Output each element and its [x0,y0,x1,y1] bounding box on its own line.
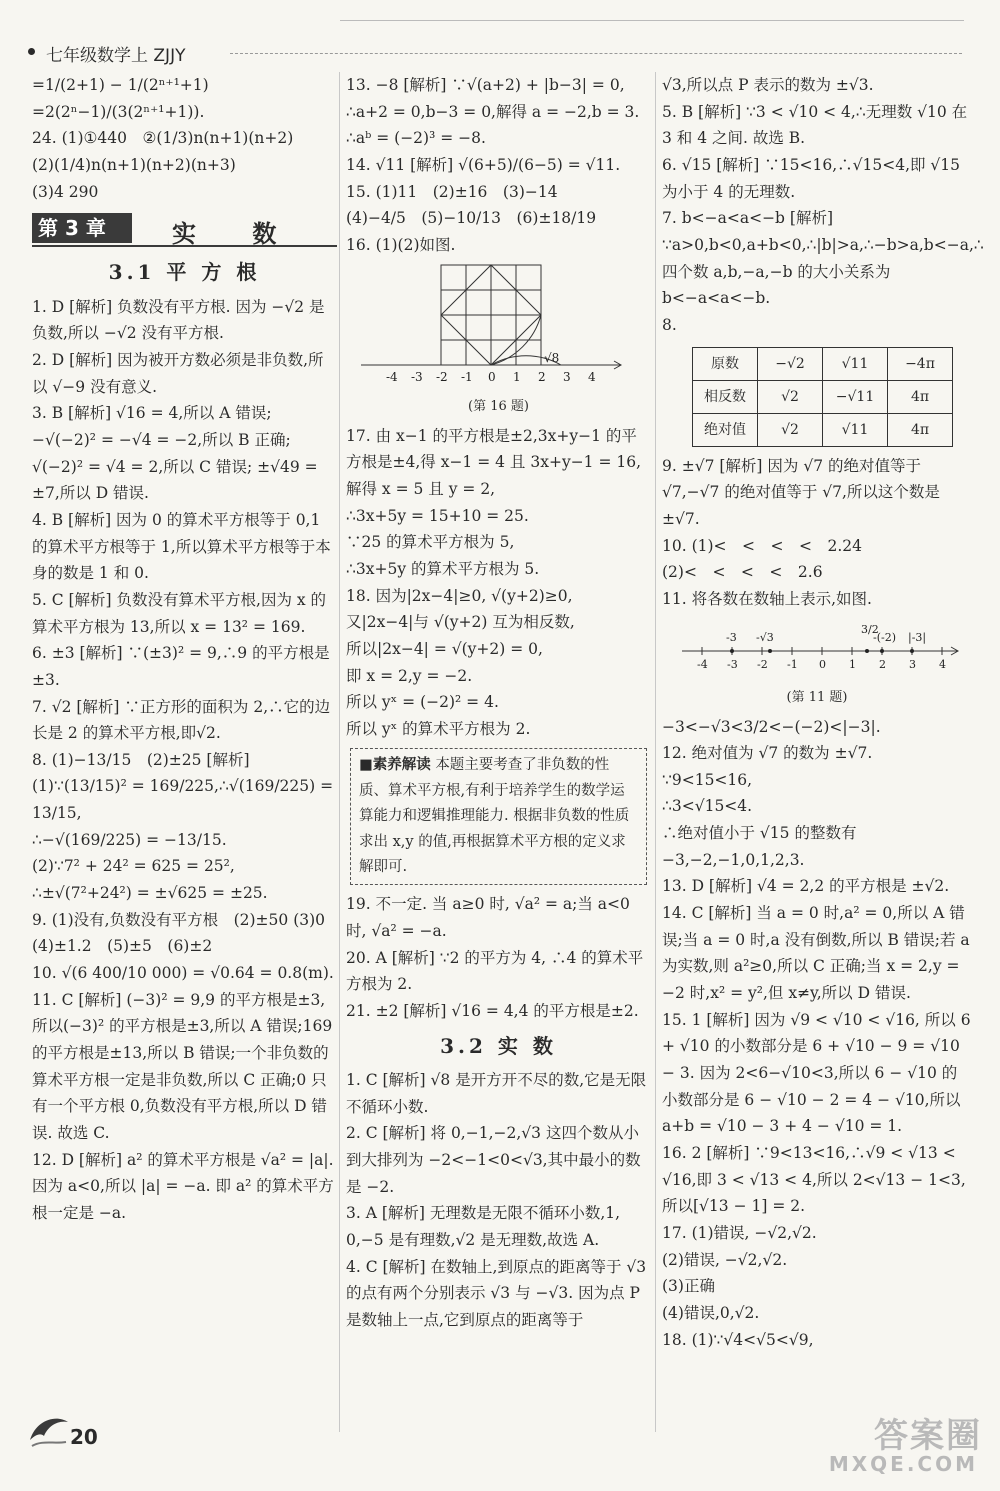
literacy-note-box [350,748,647,885]
svg-text:2: 2 [879,657,886,671]
table-cell: √2 [758,413,823,446]
answer-item: 11. 将各数在数轴上表示,如图. [662,589,872,608]
answer-item: 20. A [解析] ∵2 的平方为 4, ∴4 的算术平方根为 2. [346,948,644,994]
answer-item: 所以|2x−4| = √(y+2) = 0, [346,639,543,658]
text-line: =2(2ⁿ−1)/(3(2ⁿ⁺¹+1)). [32,102,205,121]
answer-item: 21. ±2 [解析] √16 = 4,4 的平方根是±2. [346,1001,639,1020]
answer-item: 17. 由 x−1 的平方根是±2,3x+y−1 的平方根是±4,得 x−1 = 4 且 3x+y−1 = 16, [346,426,642,472]
answer-item: 17. (1)错误, −√2,√2. [662,1223,817,1242]
answer-item: 所以 yˣ 的算术平方根为 2. [346,719,531,738]
table-cell: 绝对值 [693,413,758,446]
table-cell: −4π [888,347,953,380]
svg-text:-1: -1 [461,369,473,384]
answer-item: 18. 因为|2x−4|≥0, √(y+2)≥0, [346,586,573,605]
chapter-heading [32,211,337,247]
svg-text:-4: -4 [386,369,398,384]
table-cell: √11 [823,413,888,446]
answer-item: 13. D [解析] √4 = 2,2 的平方根是 ±√2. [662,877,950,896]
answer-item: (3)正确 [662,1277,715,1296]
answer-item: 11. C [解析] (−3)² = 9,9 的平方根是±3,所以(−3)² 的平方根是±3,所以 A 错误;169 的平方根是±13,所以 B 错误;一个非负数的算术平方根一定是非负数,所以 C 正确;0 只有一个平方根 0,负数没有平方根,所以 D 错误. 故选 C. [32,990,333,1143]
answer-item: 8. (1)−13/15 (2)±25 [解析] [32,750,250,769]
svg-text:-2: -2 [436,369,448,384]
svg-text:-2: -2 [757,657,768,671]
column-divider [655,72,656,1432]
answer-item: (4)错误,0,√2. [662,1303,760,1322]
table-cell: −√2 [758,347,823,380]
watermark: 答案圈 [874,1416,982,1456]
svg-text:3: 3 [909,657,916,671]
table-cell: 4π [888,380,953,413]
svg-text:-3: -3 [727,657,738,671]
svg-text:1: 1 [849,657,856,671]
figure-caption: (第 11 题) [786,690,848,706]
answer-item: 14. C [解析] 当 a = 0 时,a² = 0,所以 A 错误;当 a = 0 时,a 没有倒数,所以 B 错误;若 a 为实数,则 a²≥0,所以 C 正确;当 x = 2,y = −2 时,x² = y²,但 x≠y,所以 D 错误. [662,904,970,1003]
answer-item: 6. ±3 [解析] ∵(±3)² = 9,∴9 的平方根是±3. [32,644,330,689]
svg-text:-4: -4 [697,657,708,671]
svg-text:4: 4 [939,657,946,671]
note-body: 本题主要考查了非负数的性质、算术平方根,有利于培养学生的数学运算能力和逻辑推理能力. 根据非负数的性质求出 x,y 的值,再根据算术平方根的定义求解即可. [359,757,630,875]
answer-item: 18. (1)∵√4<√5<√9, [662,1330,814,1349]
section-title: 3.2 实 数 [440,1033,557,1058]
answer-item: ∴−√(169/225) = −13/15. [32,830,227,849]
figure-caption: (第 16 题) [468,399,529,415]
answer-item: 所以 yˣ = (−2)² = 4. [346,693,499,712]
answer-item: (2)错误, −√2,√2. [662,1250,788,1269]
answer-item: 7. √2 [解析] ∵正方形的面积为 2,∴它的边长是 2 的算术平方根,即√2. [32,697,331,743]
number-table [692,347,953,447]
answer-item: ∴±√(7²+24²) = ±√625 = ±25. [32,884,268,903]
svg-text:-3: -3 [411,369,423,384]
text-line: (2)(1/4)n(n+1)(n+2)(n+3) [32,155,236,174]
answer-item: 解得 x = 5 且 y = 2, [346,479,496,498]
answer-item: 12. 绝对值为 √7 的数为 ±√7. [662,744,873,763]
answer-item: ∵9<15<16, [662,770,753,789]
top-rule [340,20,964,21]
answer-item: 8. [662,315,677,334]
answer-item: 7. b<−a<a<−b [解析] ∵a>0,b<0,a+b<0,∴|b|>a,∴−b>a,b<−a,∴四个数 a,b,−a,−b 的大小关系为 b<−a<a<−b. [662,209,984,308]
chapter-title: 实 数 [172,219,301,249]
answer-item: ∴绝对值小于 √15 的整数有 −3,−2,−1,0,1,2,3. [662,824,857,869]
table-row [693,380,953,413]
answer-item: (1)∵(13/15)² = 169/225,∴√(169/225) = 13/15, [32,777,334,823]
answer-item: 13. −8 [解析] ∵√(a+2) + |b−3| = 0, ∴a+2 = 0,b−3 = 0,解得 a = −2,b = 3. ∴aᵇ = (−2)³ = −8. [346,76,640,148]
answer-item: 4. C [解析] 在数轴上,到原点的距离等于 √3 的点有两个分别表示 √3 与 −√3. 因为点 P 是数轴上一点,它到原点的距离等于 [346,1257,647,1329]
text-line: 24. (1)①440 ②(1/3)n(n+1)(n+2) [32,129,294,148]
table-cell: −√11 [823,380,888,413]
answer-item: (2)∵7² + 24² = 625 = 25², [32,857,235,876]
svg-text:-1: -1 [787,657,798,671]
number-line-figure-11 [662,617,962,679]
svg-text:1: 1 [513,369,521,384]
figure-16 [346,263,651,419]
answer-item: 10. (1)< < < < 2.24 [662,536,862,555]
answer-item: 19. 不一定. 当 a≥0 时, √a² = a;当 a<0 时, √a² = −a. [346,895,630,941]
answer-item: 2. C [解析] 将 0,−1,−2,√3 这四个数从小到大排列为 −2<−1<0<√3,其中最小的数是 −2. [346,1124,641,1196]
answer-item: 3. A [解析] 无理数是无限不循环小数,1, 0,−5 是有理数,√2 是无理数,故选 A. [346,1204,621,1249]
table-cell: 原数 [693,347,758,380]
point-label: -√3 [756,630,774,644]
chapter-rule [32,245,337,247]
answer-item: 2. D [解析] 因为被开方数必须是非负数,所以 √−9 没有意义. [32,350,324,396]
point-label: 3/2 [861,622,879,636]
column-2 [346,72,651,1432]
column-divider [339,72,340,1432]
section-title: 3.1 平 方 根 [108,260,261,285]
answer-item: 9. ±√7 [解析] 因为 √7 的绝对值等于 √7,−√7 的绝对值等于 √7,所以这个数是 ±√7. [662,456,940,528]
table-row [693,347,953,380]
point-label: -3 [726,630,737,644]
dolphin-logo-icon [26,1410,72,1450]
table-row [693,413,953,446]
answer-item: 又|2x−4|与 √(y+2) 互为相反数, [346,613,575,632]
header-text: 七年级数学上 ZJJY [46,46,186,66]
answer-item: 12. D [解析] a² 的算术平方根是 √a² = |a|. 因为 a<0,所以 |a| = −a. 即 a² 的算术平方根一定是 −a. [32,1150,334,1222]
table-cell: 4π [888,413,953,446]
answer-item: ∵25 的算术平方根为 5, [346,533,515,552]
page-number: 20 [70,1425,98,1449]
table-cell: 相反数 [693,380,758,413]
svg-text:√8: √8 [544,350,560,365]
answer-item: (2)< < < < 2.6 [662,563,823,582]
answer-item: 15. (1)11 (2)±16 (3)−14 [346,182,558,201]
answer-item: 4. B [解析] 因为 0 的算术平方根等于 0,1 的算术平方根等于 1,所以算术平方根等于本身的数是 1 和 0. [32,510,331,583]
answer-item: 5. C [解析] 负数没有算术平方根,因为 x 的算术平方根为 13,所以 x = 13² = 169. [32,590,327,636]
bullet-icon [28,48,35,55]
answer-item: (4)−4/5 (5)−10/13 (6)±18/19 [346,209,597,228]
answer-item: 3. B [解析] √16 = 4,所以 A 错误; −√(−2)² = −√4 = −2,所以 B 正确; √(−2)² = √4 = 2,所以 C 错误; ±√49 = ±7,所以 D 错误. [32,404,318,503]
answer-item: −3<−√3<3/2<−(−2)<|−3|. [662,717,881,736]
figure-11 [662,617,972,710]
answer-item: √3,所以点 P 表示的数为 ±√3. [662,76,874,94]
answer-item: 5. B [解析] ∵3 < √10 < 4,∴无理数 √10 在 3 和 4 之间. 故选 B. [662,102,968,148]
answer-item: 16. (1)(2)如图. [346,235,456,254]
answer-item: 即 x = 2,y = −2. [346,666,473,685]
page-header [22,40,962,66]
note-heading: ■素养解读 [359,757,431,774]
answer-item: 16. 2 [解析] ∵9<13<16,∴√9 < √13 < √16,即 3 < √13 < 4,所以 2<√13 − 1<3,所以[√13 − 1] = 2. [662,1144,966,1216]
answer-item: 14. √11 [解析] √(6+5)/(6−5) = √11. [346,155,621,174]
answer-item: 9. (1)没有,负数没有平方根 (2)±50 (3)0 (4)±1.2 (5)±5 (6)±2 [32,910,341,956]
svg-text:4: 4 [588,369,596,384]
point-label: -(-2) [873,630,897,644]
answer-item: ∴3<√15<4. [662,797,753,816]
point-label: |-3| [908,630,927,644]
grid-figure-16 [346,263,636,388]
header-rule [230,53,962,54]
table-cell: √11 [823,347,888,380]
answer-item: 10. √(6 400/10 000) = √0.64 = 0.8(m). [32,964,334,983]
table-cell: √2 [758,380,823,413]
answer-item: ∴3x+5y = 15+10 = 25. [346,506,529,525]
column-1 [32,72,341,1432]
answer-item: 1. D [解析] 负数没有平方根. 因为 −√2 是负数,所以 −√2 没有平方根. [32,297,325,343]
svg-text:0: 0 [488,369,496,384]
svg-text:2: 2 [538,369,546,384]
column-3 [662,72,984,1432]
answer-item: 6. √15 [解析] ∵15<16,∴√15<4,即 √15 为小于 4 的无理数. [662,155,961,201]
answer-item: ∴3x+5y 的算术平方根为 5. [346,559,540,578]
chapter-badge: 第 3 章 [32,213,132,243]
answer-item: 15. 1 [解析] 因为 √9 < √10 < √16, 所以 6 + √10 的小数部分是 6 + √10 − 9 = √10 − 3. 因为 2<6−√10<3,所以 6 − √10 的小数部分是 6 − √10 − 2 = 4 − √10,所以 a+b = √10 − 3 + 4 − √10 = 1. [662,1010,971,1136]
svg-text:0: 0 [819,657,826,671]
svg-text:3: 3 [563,369,571,384]
answer-item: 1. C [解析] √8 是开方开不尽的数,它是无限不循环小数. [346,1071,647,1116]
text-line: (3)4 290 [32,182,99,201]
text-line: =1/(2+1) − 1/(2ⁿ⁺¹+1) [32,76,209,94]
watermark-url: MXQE.COM [828,1452,978,1476]
